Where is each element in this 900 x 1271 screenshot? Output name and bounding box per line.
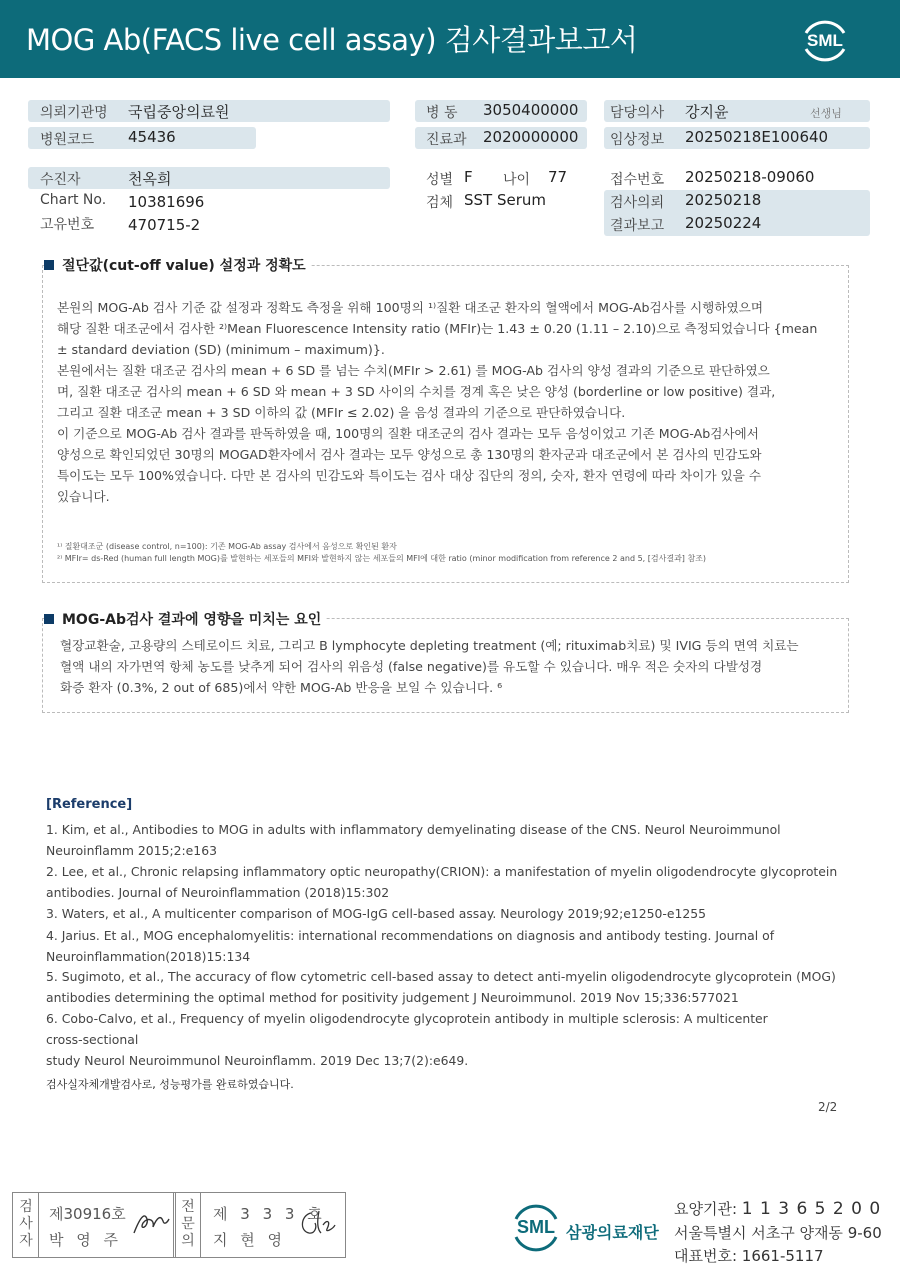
footnote-2: ²⁾ MFIr= ds-Red (human full length MOG)를 발현하는 세포들의 MFI와 발현하지 않는 세포들의 MFI에 대한 ratio (minor modification from reference 2 and 5, [검사결과] 참조) — [57, 554, 707, 563]
care-number: 1 1 3 6 5 2 0 0 — [741, 1199, 882, 1219]
unique-value: 470715-2 — [128, 216, 201, 234]
sex-label: 성별 — [426, 172, 454, 188]
unique-label: 고유번호 — [40, 217, 95, 233]
age-label: 나이 — [503, 172, 531, 188]
reference-item: 1. Kim, et al., Antibodies to MOG in adults with inflammatory demyelinating disease of the CNS. Neurol Neuroimmunol Neuroinflamm 2015;2:e163 — [46, 822, 781, 858]
clinical-label: 임상정보 — [610, 132, 665, 148]
phone — [674, 1245, 824, 1266]
patient-name-label: 수진자 — [40, 172, 81, 188]
phone-number: 1661-5117 — [741, 1247, 824, 1265]
self-developed-note: 검사실자체개발검사로, 성능평가를 완료하였습니다. — [46, 1078, 294, 1091]
cutoff-section-title-text: 절단값(cut-off value) 설정과 정확도 — [62, 258, 306, 274]
reference-item: 5. Sugimoto, et al., The accuracy of flow cytometric cell-based assay to detect anti-myelin oligodendrocyte glycoprotein (MOG) antibodies determining the optimal method for positivity judgement J Neuroimmunol. 2019 Nov 15;336:577021 — [46, 969, 836, 1005]
institution-label: 의뢰기관명 — [40, 105, 108, 121]
specialist-name: 지 현 영 — [213, 1231, 287, 1249]
receipt-label: 접수번호 — [610, 172, 665, 188]
patient-name-value: 천옥희 — [128, 170, 172, 188]
department-label: 진료과 — [426, 132, 467, 148]
factors-section-title — [44, 609, 325, 629]
reference-item: 2. Lee, et al., Chronic relapsing inflammatory optic neuropathy(CRION): a manifestation of myelin oligodendrocyte glycoprotein antibodies. Journal of Neuroinflammation (2018)15:302 — [46, 864, 838, 900]
signature-stamp — [12, 1192, 346, 1258]
sml-footer-logo-icon — [508, 1199, 564, 1255]
specialist-signature-icon — [297, 1207, 337, 1239]
age-value: 77 — [548, 168, 568, 186]
factors-section-body: 혈장교환술, 고용량의 스테로이드 치료, 그리고 B lymphocyte depleting treatment (예; rituximab치료) 및 IVIG 등의 면역 치료는 혈액 내의 자가면역 항체 농도를 낮추게 되어 검사의 위음성 (false negative)를 유도할 수 있습니다. 매우 적은 숫자의 다발성경 화증 환자 (0.3%, 2 out of 685)에서 약한 MOG-Ab 반응을 보일 수 있습니다. ⁶ — [60, 638, 799, 695]
institution-value: 국립중앙의료원 — [128, 103, 230, 121]
reference-item: 4. Jarius. Et al., MOG encephalomyelitis: international recommendations on diagnosis and antibody testing. Journal of Neuroinflammation(2018)15:134 — [46, 928, 775, 964]
report-header — [0, 0, 900, 78]
stamp-divider — [173, 1193, 174, 1257]
footnote-1: ¹⁾ 질환대조군 (disease control, n=100): 기존 MOG-Ab assay 검사에서 음성으로 확인된 환자 — [57, 542, 397, 551]
receipt-value: 20250218-09060 — [685, 168, 815, 186]
specimen-label: 검체 — [426, 195, 454, 211]
ward-label: 병 동 — [426, 105, 458, 121]
care-label: 요양기관: — [674, 1200, 738, 1218]
specimen-value: SST Serum — [464, 191, 547, 209]
cutoff-section-title — [44, 255, 310, 275]
specialist-number: 제 3 3 3 호 — [213, 1205, 326, 1223]
footer-logo-text: SML — [517, 1217, 555, 1237]
patient-name-row — [28, 167, 390, 189]
hospital-code-value: 45436 — [128, 128, 176, 146]
report-title: MOG Ab(FACS live cell assay) 검사결과보고서 — [26, 23, 638, 57]
chart-label: Chart No. — [40, 192, 107, 208]
clinical-value: 20250218E100640 — [685, 128, 829, 146]
request-value: 20250218 — [685, 191, 762, 209]
phone-label: 대표번호: — [674, 1247, 738, 1265]
sml-logo-icon — [796, 13, 854, 65]
section-bullet-icon — [44, 614, 54, 624]
specialist-label: 전 문 의 — [181, 1199, 195, 1249]
chart-value: 10381696 — [128, 193, 205, 211]
inspector-label: 검 사 자 — [19, 1199, 33, 1249]
ward-value: 3050400000 — [483, 101, 579, 119]
reference-item: 3. Waters, et al., A multicenter comparison of MOG-IgG cell-based assay. Neurology 2019;92;e1250-e1255 — [46, 906, 707, 921]
care-institution — [674, 1198, 881, 1219]
reference-title: [Reference] — [46, 797, 133, 812]
doctor-value: 강지윤 — [685, 103, 729, 121]
cutoff-section-body: 본원의 MOG-Ab 검사 기준 값 설정과 정확도 측정을 위해 100명의 ¹⁾질환 대조군 환자의 혈액에서 MOG-Ab검사를 시행하였으며 해당 질환 대조군에서 검사한 ²⁾Mean Fluorescence Intensity ratio (MFIr)는 1.43 ± 0.20 (1.11 – 2.10)으로 측정되었습니다 {mean ± standard deviation (SD) (minimum – maximum)}. 본원에서는 질환 대조군 검사의 mean + 6 SD 를 넘는 수치(MFIr > 2.61) 를 MOG-Ab 검사의 양성 결과의 기준으로 판단하였으 며, 질환 대조군 검사의 mean + 6 SD 와 mean + 3 SD 사이의 수치를 경계 혹은 낮은 양성 (borderline or low positive) 결과, 그리고 질환 대조군 mean + 3 SD 이하의 값 (MFIr ≤ 2.02) 을 음성 결과의 기준으로 판단하였습니다. 이 기준으로 MOG-Ab 검사 결과를 판독하였을 때, 100명의 질환 대조군의 검사 결과는 모두 음성이었고 기존 MOG-Ab검사에서 양성으로 확인되었던 30명의 MOGAD환자에서 검사 결과는 모두 양성으로 총 130명의 환자군과 대조군에서 본 검사의 민감도와 특이도는 모두 100%였습니다. 다만 본 검사의 민감도와 특이도는 검사 대상 집단의 정의, 숫자, 환자 연령에 따라 차이가 있을 수 있습니다. — [57, 300, 818, 504]
logo-text: SML — [807, 31, 843, 50]
request-label: 검사의뢰 — [610, 195, 665, 211]
org-name: 삼광의료재단 — [566, 1223, 659, 1242]
sex-value: F — [464, 168, 473, 186]
doctor-label: 담당의사 — [610, 105, 665, 121]
hospital-code-label: 병원코드 — [40, 132, 95, 148]
department-value: 2020000000 — [483, 128, 579, 146]
reference-item: 6. Cobo-Calvo, et al., Frequency of myelin oligodendrocyte glycoprotein antibody in multiple sclerosis: A multicenter cross-sectional study Neurol Neuroimmunol Neuroinflamm. 2019 Dec 13;7(2):e649. — [46, 1011, 768, 1068]
section-bullet-icon — [44, 260, 54, 270]
inspector-signature-icon — [131, 1209, 171, 1239]
factors-section-title-text: MOG-Ab검사 결과에 영향을 미치는 요인 — [62, 612, 322, 628]
address: 서울특별시 서초구 양재동 9-60 — [674, 1224, 882, 1242]
inspector-name: 박 영 주 — [49, 1231, 123, 1249]
report-value: 20250224 — [685, 214, 762, 232]
report-label: 결과보고 — [610, 218, 665, 234]
page-number: 2/2 — [818, 1100, 838, 1114]
inspector-number: 제30916호 — [49, 1205, 126, 1223]
doctor-suffix: 선생님 — [810, 107, 842, 120]
